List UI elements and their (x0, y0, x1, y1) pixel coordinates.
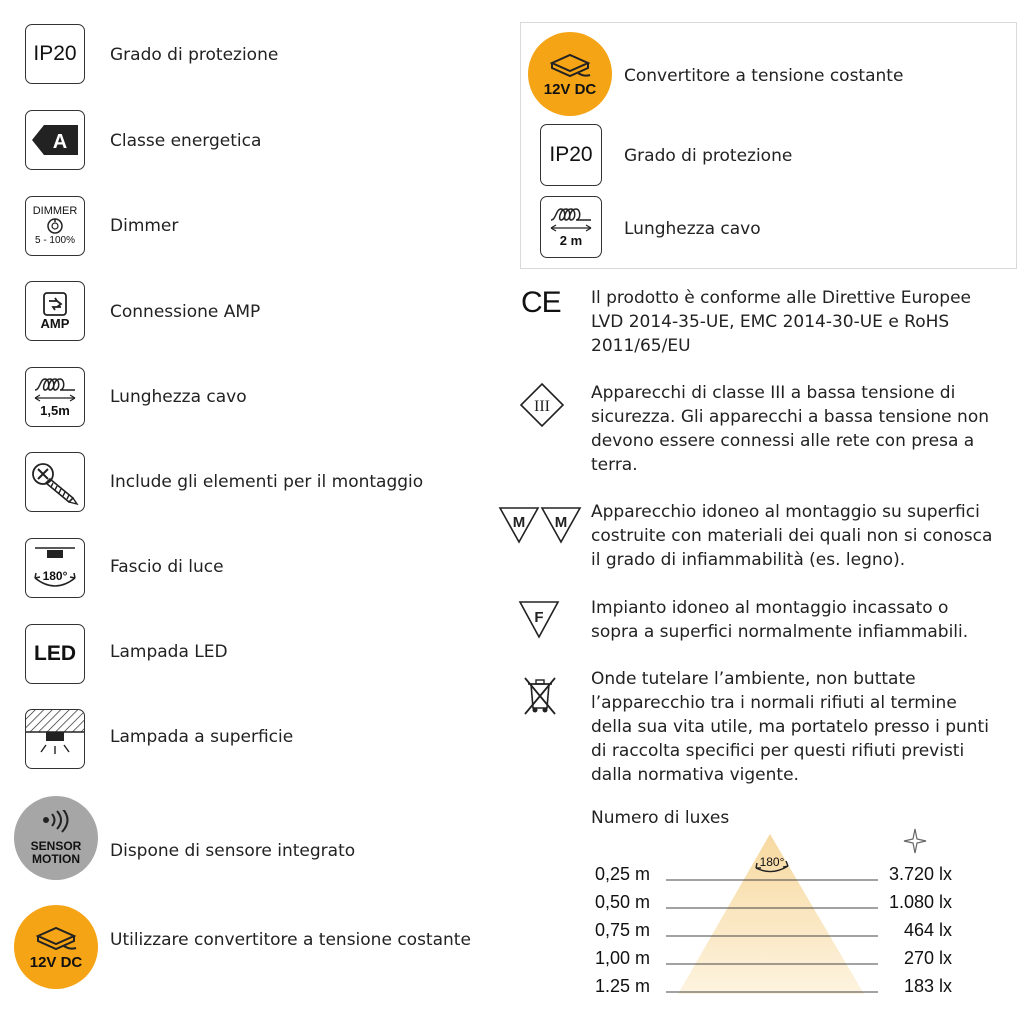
label-energy-class: Classe energetica (110, 131, 262, 151)
label-cable-length: Lunghezza cavo (110, 387, 247, 407)
lux-value: 3.720 lx (888, 864, 952, 884)
paragraph-line: di raccolta specifici per questi rifiuti previsti (591, 741, 965, 761)
label-use-converter: Utilizzare convertitore a tensione costante (110, 930, 471, 950)
sensor-motion-icon: SENSOR MOTION (14, 796, 98, 880)
cable-length-icon: 2 m (540, 196, 602, 258)
paragraph-class-iii (591, 381, 1016, 477)
lux-distance: 0,25 m (595, 864, 651, 884)
ip20-icon: IP20 (25, 24, 85, 84)
paragraph-line: Onde tutelare l’ambiente, non buttate (591, 669, 916, 689)
beam-angle-text: 180° (42, 569, 68, 583)
mounting-screw-icon (25, 452, 85, 512)
paragraph-line: costruite con materiali dei quali non si conosca (591, 526, 993, 546)
converter-12v-icon: 12V DC (14, 905, 98, 989)
class-iii-text: III (534, 398, 550, 415)
paragraph-weee (591, 667, 1016, 787)
energy-class-icon (25, 110, 85, 170)
label-surface-lamp: Lampada a superficie (110, 727, 294, 747)
mm-letter-1: M (512, 514, 526, 531)
mm-letter-2: M (554, 514, 568, 531)
lux-value: 1.080 lx (888, 892, 952, 912)
cable-length-icon: 1,5m (25, 367, 85, 427)
converter-12v-icon: 12V DC (528, 32, 612, 116)
energy-class-letter: A (52, 131, 68, 153)
lux-distance: 0,50 m (595, 892, 651, 912)
paragraph-line: sicurezza. Gli apparecchi a bassa tensione non (591, 407, 989, 427)
paragraph-line: dalla normativa vigente. (591, 765, 799, 785)
label-cable-length-right: Lunghezza cavo (624, 219, 761, 239)
label-mounting-elements: Include gli elementi per il montaggio (110, 472, 424, 492)
beam-angle-label: 180° (759, 855, 785, 869)
mm-mark-icon (498, 504, 584, 544)
surface-lamp-icon (25, 709, 85, 769)
class-iii-icon (519, 382, 565, 428)
ce-mark-icon: CE (521, 286, 561, 319)
label-protection-grade: Grado di protezione (110, 45, 279, 65)
lux-distance: 1,00 m (595, 948, 651, 968)
lux-distance: 1.25 m (595, 976, 651, 996)
paragraph-line: devono essere connessi alle rete con presa a (591, 431, 975, 451)
label-amp-connection: Connessione AMP (110, 302, 261, 322)
f-mark-icon (518, 600, 560, 640)
paragraph-line: Impianto idoneo al montaggio incassato o (591, 598, 949, 618)
label-dimmer: Dimmer (110, 216, 179, 236)
lux-distance: 0,75 m (595, 920, 651, 940)
led-icon: LED (25, 624, 85, 684)
lamp-star-icon (903, 828, 927, 854)
f-letter: F (534, 609, 544, 626)
label-protection-grade-right: Grado di protezione (624, 146, 793, 166)
paragraph-line: 2011/65/EU (591, 336, 691, 356)
paragraph-line: Apparecchio idoneo al montaggio su superfici (591, 502, 980, 522)
amp-connection-icon: AMP (25, 281, 85, 341)
paragraph-f-mounting (591, 596, 1016, 644)
paragraph-line: l’apparecchio tra i normali rifiuti al termine (591, 693, 957, 713)
ip20-icon: IP20 (540, 124, 602, 186)
paragraph-line: il grado di infiammabilità (es. legno). (591, 550, 906, 570)
weee-bin-icon (521, 676, 559, 716)
paragraph-line: Apparecchi di classe III a bassa tensione di (591, 383, 956, 403)
paragraph-ce-conformity (591, 286, 1016, 358)
lux-title: Numero di luxes (591, 808, 730, 828)
beam-angle-icon (25, 538, 85, 598)
lux-value: 183 lx (903, 976, 952, 996)
paragraph-line: LVD 2014-35-UE, EMC 2014-30-UE e RoHS (591, 312, 950, 332)
dimmer-icon: DIMMER 5 - 100% (25, 196, 85, 256)
paragraph-mm-mounting (591, 500, 1016, 572)
lux-value: 270 lx (903, 948, 952, 968)
label-led-lamp: Lampada LED (110, 642, 228, 662)
paragraph-line: Il prodotto è conforme alle Direttive Europee (591, 288, 971, 308)
lux-cone-diagram (660, 830, 890, 1000)
paragraph-line: sopra a superfici normalmente infiammabili. (591, 622, 969, 642)
lux-value: 464 lx (903, 920, 952, 940)
label-light-beam: Fascio di luce (110, 557, 224, 577)
paragraph-line: terra. (591, 455, 638, 475)
paragraph-line: della sua vita utile, ma portatelo presso i punti (591, 717, 989, 737)
label-constant-voltage-converter: Convertitore a tensione costante (624, 66, 904, 86)
label-integrated-sensor: Dispone di sensore integrato (110, 841, 356, 861)
